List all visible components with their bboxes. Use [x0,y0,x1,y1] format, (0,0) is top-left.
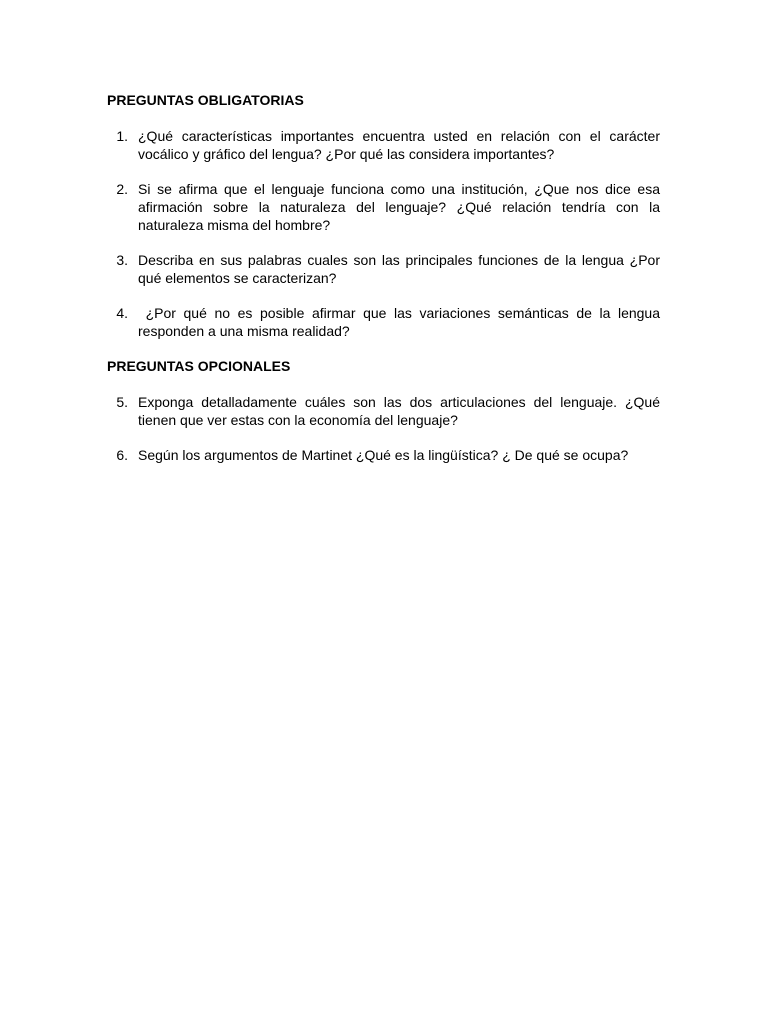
question-number: 1. [116,128,128,144]
question-number: 4. [116,305,128,321]
question-list-obligatorias [107,127,664,340]
question-text: ¿Por qué no es posible afirmar que las variaciones semánticas de la lengua responden a una misma realidad? [138,305,664,339]
question-item-5 [107,393,660,429]
question-text: Según los argumentos de Martinet ¿Qué es la lingüística? ¿ De qué se ocupa? [138,447,629,463]
question-item-3 [107,251,660,287]
question-list-opcionales [107,393,660,464]
question-text: Describa en sus palabras cuales son las principales funciones de la lengua ¿Por qué elementos se caracterizan? [138,252,660,286]
question-number: 3. [116,252,128,268]
question-text: ¿Qué características importantes encuentra usted en relación con el carácter vocálico y gráfico del lengua? ¿Por qué las considera importantes? [138,128,660,162]
question-item-6 [107,446,660,464]
question-number: 2. [116,181,128,197]
question-text: Exponga detalladamente cuáles son las dos articulaciones del lenguaje. ¿Qué tienen que ver estas con la economía del lenguaje? [138,394,660,428]
question-item-2 [107,180,660,234]
section-heading-opcionales: PREGUNTAS OPCIONALES [107,358,291,374]
question-item-1 [107,127,660,163]
question-number: 6. [116,447,128,463]
question-text: Si se afirma que el lenguaje funciona como una institución, ¿Que nos dice esa afirmación sobre la naturaleza del lenguaje? ¿Qué relación tendría con la naturaleza misma del hombre? [138,181,660,233]
question-item-4 [107,304,664,340]
document-page [107,91,664,464]
section-heading-obligatorias: PREGUNTAS OBLIGATORIAS [107,92,304,108]
question-number: 5. [116,394,128,410]
